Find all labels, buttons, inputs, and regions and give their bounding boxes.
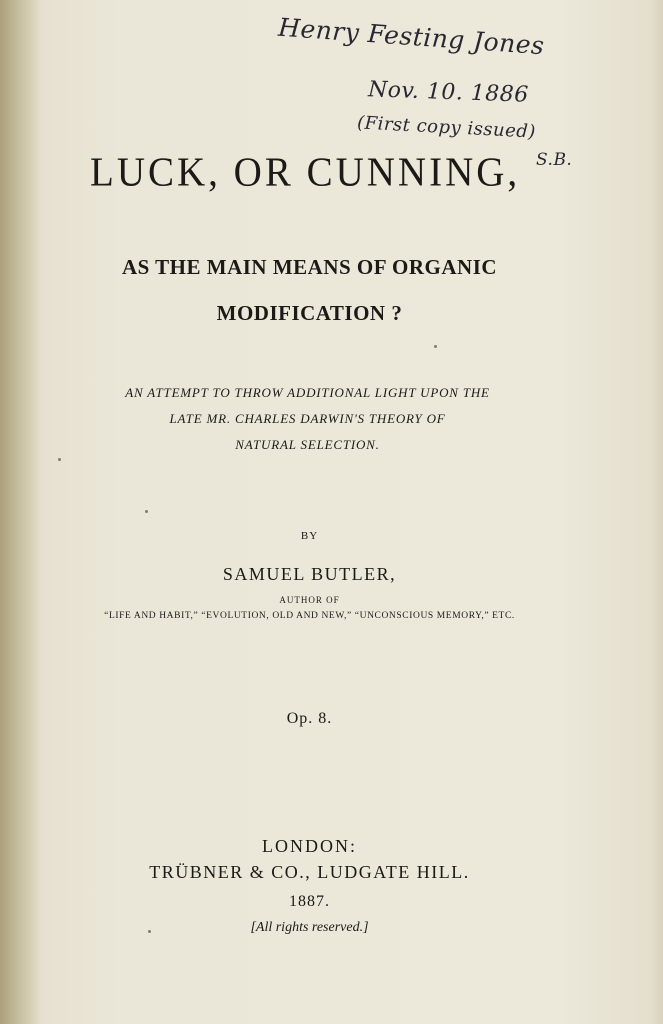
book-title: LUCK, OR CUNNING, bbox=[90, 149, 521, 196]
other-works: “LIFE AND HABIT,” “EVOLUTION, OLD AND NEW,” “UNCONSCIOUS MEMORY,” ETC. bbox=[104, 611, 515, 621]
subtitle-line-2: MODIFICATION ? bbox=[216, 301, 403, 325]
imprint-city: LONDON: bbox=[262, 836, 357, 856]
author-of-label: AUTHOR OF bbox=[279, 595, 340, 605]
attempt-line-2: LATE MR. CHARLES DARWIN'S THEORY OF bbox=[169, 411, 446, 426]
by-label: BY bbox=[300, 530, 319, 542]
author-name: SAMUEL BUTLER, bbox=[222, 564, 397, 584]
handwritten-initials: S.B. bbox=[536, 150, 573, 170]
attempt-line-3: NATURAL SELECTION. bbox=[235, 437, 380, 452]
handwritten-note: (First copy issued) bbox=[356, 112, 537, 143]
paper-speck bbox=[58, 458, 61, 461]
handwritten-name: Henry Festing Jones bbox=[277, 12, 546, 61]
paper-speck bbox=[145, 510, 148, 513]
imprint-publisher: TRÜBNER & CO., LUDGATE HILL. bbox=[149, 862, 470, 882]
paper-speck bbox=[148, 930, 151, 933]
paper-speck bbox=[434, 345, 437, 348]
handwritten-date: Nov. 10. 1886 bbox=[367, 77, 530, 108]
attempt-line-1: AN ATTEMPT TO THROW ADDITIONAL LIGHT UPON THE bbox=[125, 385, 490, 400]
opus-number: Op. 8. bbox=[286, 710, 333, 727]
rights-notice: [All rights reserved.] bbox=[250, 920, 369, 935]
subtitle-line-1: AS THE MAIN MEANS OF ORGANIC bbox=[121, 255, 498, 279]
imprint-year: 1887. bbox=[289, 893, 330, 910]
